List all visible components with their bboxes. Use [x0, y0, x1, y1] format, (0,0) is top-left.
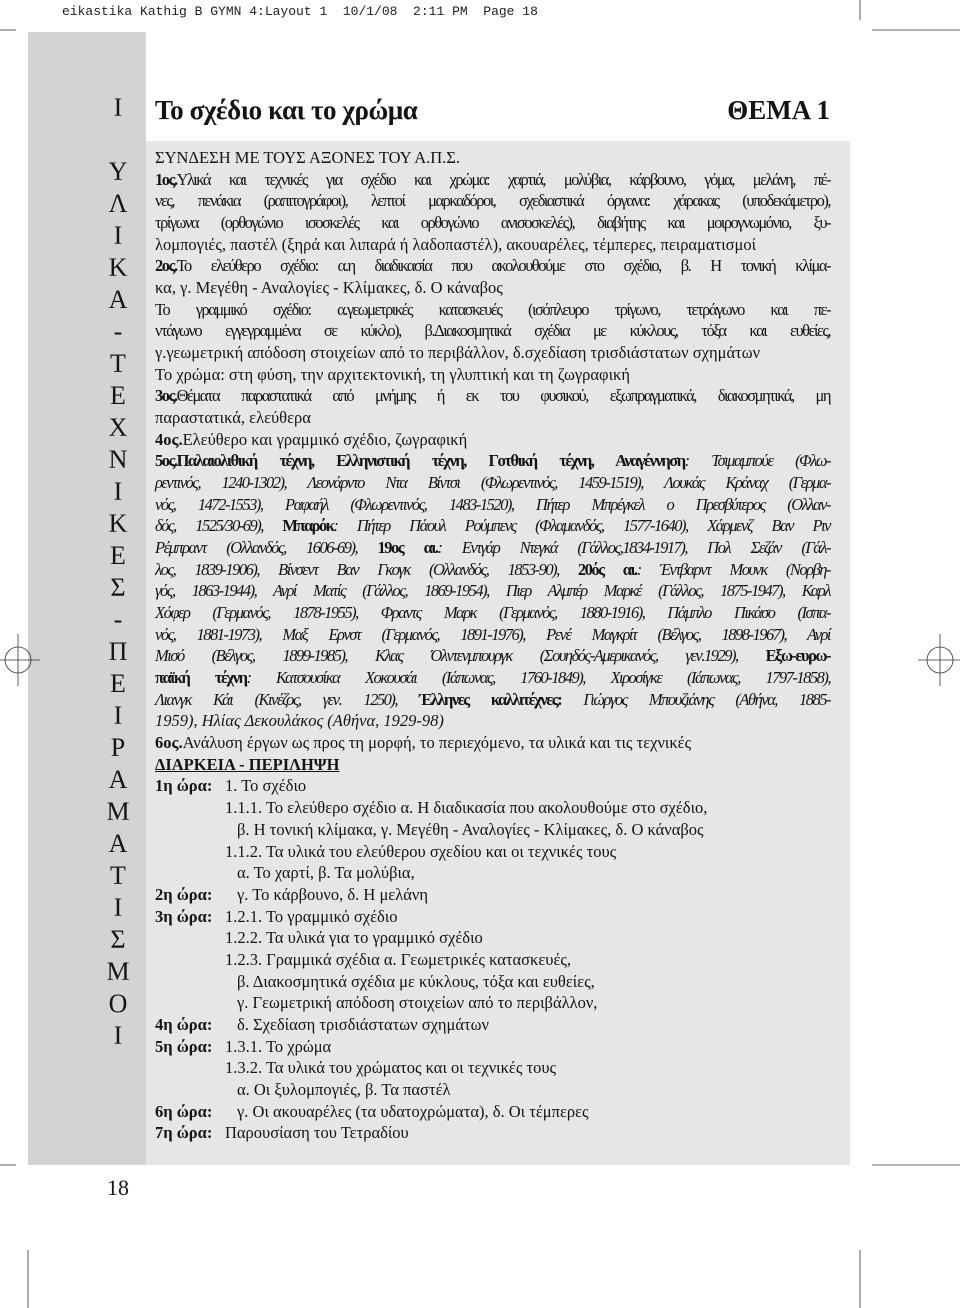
schedule-text: 1.3.1. Το χρώμα — [225, 1036, 332, 1056]
schedule-text: 1.3.2. Τα υλικά του χρώματος και οι τεχνικές τους — [225, 1058, 557, 1078]
italic-text: 1959), Ηλίας Δεκουλάκος (Αθήνα, 1929-98) — [155, 711, 444, 731]
bold-text: παϊκή τέχνη — [155, 668, 247, 688]
body-line — [155, 537, 830, 559]
schedule-hour: 6η ώρα: — [155, 1101, 213, 1121]
sidebar-letter: Ν — [108, 445, 128, 474]
schedule-row — [155, 1057, 830, 1079]
schedule-row — [155, 1014, 830, 1036]
schedule-text: γ. Οι ακουαρέλες (τα υδατοχρώματα), δ. Οι τέμπερες — [237, 1101, 589, 1121]
schedule-row — [155, 819, 830, 841]
italic-text: νός, 1472-1553), Ραφαήλ (Φλωρεντινός, 1483-1520), Πήτερ Μπρέγκελ ο Πρεσβύτερος (Ολλαν- — [155, 494, 830, 514]
schedule-row — [155, 775, 830, 797]
schedule-row — [155, 1101, 830, 1123]
schedule-row — [155, 1036, 830, 1058]
body-line — [155, 385, 830, 407]
body-line — [155, 147, 830, 169]
schedule-row — [155, 927, 830, 949]
italic-text: : Εντγάρ Ντεγκά (Γάλλος,1834-1917), Πολ Σεζάν (Γάλ- — [437, 538, 831, 558]
body-line — [155, 277, 830, 299]
bold-text: 3ος. — [155, 386, 177, 406]
schedule-row — [155, 971, 830, 993]
schedule-hour: 4η ώρα: — [155, 1014, 213, 1034]
italic-text: Γιώργος Μπουζιάνης (Αθήνα, 1885- — [561, 689, 830, 709]
sidebar-letter: Ο — [108, 989, 128, 1018]
body-line — [155, 754, 830, 776]
schedule-text: γ. Γεωμετρική απόδοση στοιχείων από το περιβάλλον, — [237, 993, 598, 1013]
sidebar-letter: Μ — [106, 957, 130, 986]
schedule-text: 1.2.3. Γραμμικά σχέδια α. Γεωμετρικές κατασκευές, — [225, 949, 572, 969]
italic-text: : Πήτερ Πάουλ Ρούμπενς (Φλαμανδός, 1577-1640), Χάρμενζ Βαν Ριν — [333, 516, 830, 536]
bold-text: Εξω-ευρω- — [765, 646, 830, 666]
body-line — [155, 689, 830, 711]
sidebar-vertical-text — [100, 156, 136, 1052]
sidebar-letter: - — [113, 605, 123, 634]
schedule-row — [155, 949, 830, 971]
schedule-text: 1.2.1. Το γραμμικό σχέδιο — [225, 906, 398, 926]
sidebar-letter: - — [113, 317, 123, 346]
body-lines — [155, 147, 830, 775]
bold-underline-text: ΔΙΑΡΚΕΙΑ - ΠΕΡΙΛΗΨΗ — [155, 754, 340, 774]
bold-text: 1ος. — [155, 169, 177, 189]
sidebar-letter: Τ — [110, 861, 126, 890]
schedule-text: 1.2.2. Τα υλικά για το γραμμικό σχέδιο — [225, 928, 483, 948]
plain-text: ντάγωνο εγγεγραμμένα σε κύκλο), β.Διακοσμητικά σχέδια με κύκλους, τόξα και ευθείες, — [155, 321, 830, 341]
italic-text: : Έντβαρντ Μουνκ (Νορβη- — [636, 559, 830, 579]
body-line — [155, 732, 830, 754]
schedule-hour: 1η ώρα: — [155, 776, 213, 796]
italic-text: Ρέμπραντ (Ολλανδός, 1606-69), — [155, 538, 378, 558]
sidebar-letter: Ε — [110, 381, 126, 410]
sidebar-letter: Π — [108, 637, 128, 666]
italic-text: δός, 1525/30-69), — [155, 516, 283, 536]
schedule-row — [155, 992, 830, 1014]
sidebar-letter: Ι — [113, 893, 123, 922]
schedule-text: 1.1.1. Το ελεύθερο σχέδιο α. Η διαδικασία που ακολουθούμε στο σχέδιο, — [225, 798, 708, 818]
sidebar-letter: Ι — [113, 221, 123, 250]
body-line — [155, 624, 830, 646]
italic-text: Μισό (Βέλγος, 1899-1985), Κλας Όλντενμπουργκ (Σουηδός-Αμερικανός, γεν.1929), — [155, 646, 766, 666]
body-line — [155, 342, 830, 364]
plain-text: παραστατικά, ελεύθερα — [155, 408, 311, 428]
sidebar-letter: Ε — [110, 669, 126, 698]
sidebar-letter: Κ — [108, 509, 128, 538]
bold-text: Μπαρόκ — [282, 516, 334, 536]
schedule-row — [155, 906, 830, 928]
schedule-text: δ. Σχεδίαση τρισδιάστατων σχημάτων — [237, 1014, 489, 1034]
italic-text: : Κατσουσίκα Χοκουσάι (Ιάπωνας, 1760-1849), Χιροσίγκε (Ιάπωνας, 1797-1858), — [246, 668, 830, 688]
schedule-text: α. Οι ξυλομπογιές, β. Τα παστέλ — [237, 1079, 451, 1099]
sidebar-letter: Χ — [108, 413, 128, 442]
sidebar-unit-letter: Ι — [113, 93, 123, 122]
schedule-text: 1. Το σχέδιο — [225, 776, 307, 796]
sidebar-letter: Ε — [110, 541, 126, 570]
italic-text: : Τσιμαμπούε (Φλω- — [684, 451, 831, 471]
body-line — [155, 580, 830, 602]
plain-text: Ελεύθερο και γραμμικό σχέδιο, ζωγραφική — [182, 429, 468, 449]
body-line — [155, 169, 830, 191]
plain-text: Ανάλυση έργων ως προς τη μορφή, το περιεχόμενο, τα υλικά και τις τεχνικές — [182, 733, 692, 753]
body-line — [155, 559, 830, 581]
plain-text: λομπογιές, παστέλ (ξηρά και λιπαρά ή λαδοπαστέλ), ακουαρέλες, τέμπερες, πειραματισμοί — [155, 234, 757, 254]
registration-mark-right — [918, 634, 960, 686]
body-text — [155, 147, 830, 1144]
body-line — [155, 710, 830, 732]
body-line — [155, 299, 830, 321]
italic-text: Λιανγκ Κάι (Κινέζος, γεν. 1250), — [155, 689, 420, 709]
schedule-row — [155, 884, 830, 906]
body-line — [155, 255, 830, 277]
schedule-hour: 2η ώρα: — [155, 884, 213, 904]
sidebar-letter: Α — [108, 765, 128, 794]
italic-text: γός, 1863-1944), Ανρί Ματίς (Γάλλος, 1869-1954), Πιερ Αλμπέρ Μαρκέ (Γάλλος, 1875-1947), Καρλ — [155, 581, 830, 601]
bold-text: 4ος. — [155, 429, 183, 449]
plain-text: Το χρώμα: στη φύση, την αρχιτεκτονική, τη γλυπτική και τη ζωγραφική — [155, 364, 630, 384]
plain-text: ΣΥΝΔΕΣΗ ΜΕ ΤΟΥΣ ΑΞΟΝΕΣ ΤΟΥ Α.Π.Σ. — [155, 148, 461, 167]
body-line — [155, 602, 830, 624]
italic-text: νός, 1881-1973), Μαξ Ερνστ (Γερμανός, 1891-1976), Ρενέ Μαγκρίτ (Βέλγος, 1898-1967), Ανρί — [155, 624, 830, 644]
plain-text: Υλικά και τεχνικές για σχέδιο και χρώμα: χαρτιά, μολύβια, κάρβουνο, γόμα, μελάνη, πέ- — [176, 169, 830, 189]
body-line — [155, 407, 830, 429]
printer-slug: eikastika Kathig B GYMN 4:Layout 1 10/1/08 2:11 PM Page 18 — [62, 4, 538, 19]
body-line — [155, 494, 830, 516]
schedule-row — [155, 1079, 830, 1101]
body-line — [155, 667, 830, 689]
schedule-text: α. Το χαρτί, β. Τα μολύβια, — [237, 863, 415, 883]
plain-text: Το ελεύθερο σχέδιο: α.η διαδικασία που ακολουθούμε στο σχέδιο, β. Η τονική κλίμα- — [176, 256, 830, 276]
page-title: Το σχέδιο και το χρώμα — [155, 95, 418, 125]
schedule-text: Παρουσίαση του Τετραδίου — [225, 1123, 409, 1143]
schedule-text: γ. Το κάρβουνο, δ. Η μελάνη — [237, 884, 428, 904]
bold-text: 5ος.Παλαιολιθική τέχνη, Ελληνιστική τέχνη, Γοτθική τέχνη, Αναγέννηση — [155, 451, 685, 471]
plain-text: Το γραμμικό σχέδιο: α.γεωμετρικές κατασκευές (ισόπλευρο τρίγωνο, τετράγωνο και πε- — [155, 299, 830, 319]
plain-text: Θέματα παραστατικά από μνήμης ή εκ του φυσικού, εξωπραγματικά, διακοσμητικά, μη — [176, 386, 830, 406]
schedule — [155, 775, 830, 1143]
bold-text: 19ος αι. — [377, 538, 438, 558]
schedule-hour: 3η ώρα: — [155, 906, 213, 926]
sidebar-letter: Υ — [108, 157, 128, 186]
body-line — [155, 364, 830, 386]
sidebar-letter: Ρ — [110, 733, 126, 762]
sidebar-letter: Μ — [106, 797, 130, 826]
bold-text: 2ος. — [155, 256, 177, 276]
sidebar-letter: Κ — [108, 253, 128, 282]
sidebar-letter: Λ — [108, 189, 128, 218]
plain-text: κα, γ. Μεγέθη - Αναλογίες - Κλίμακες, δ. Ο κάναβος — [155, 278, 503, 298]
sidebar-letter: Α — [108, 285, 128, 314]
sidebar-letter: Α — [108, 829, 128, 858]
page-number: 18 — [107, 1175, 129, 1200]
bold-text: Έλληνες καλλιτέχνες: — [419, 689, 562, 709]
body-line — [155, 515, 830, 537]
schedule-row — [155, 1122, 830, 1144]
body-line — [155, 645, 830, 667]
italic-text: λος, 1839-1906), Βίνσεντ Βαν Γκογκ (Ολλανδός, 1853-90), — [155, 559, 578, 579]
body-line — [155, 429, 830, 451]
sidebar-letter: Ι — [113, 701, 123, 730]
schedule-hour: 7η ώρα: — [155, 1123, 213, 1143]
schedule-hour: 5η ώρα: — [155, 1036, 213, 1056]
body-line — [155, 190, 830, 212]
sidebar-letter: Ι — [113, 477, 123, 506]
sidebar-letter: Ι — [113, 1021, 123, 1050]
sidebar-letter: Σ — [110, 925, 126, 954]
schedule-row — [155, 862, 830, 884]
body-line — [155, 234, 830, 256]
schedule-row — [155, 797, 830, 819]
body-line — [155, 212, 830, 234]
schedule-row — [155, 841, 830, 863]
bold-text: 6ος. — [155, 733, 183, 753]
plain-text: γ.γεωμετρική απόδοση στοιχείων από το περιβάλλον, δ.σχεδίαση τρισδιάστατων σχημάτων — [155, 343, 761, 363]
schedule-text: β. Διακοσμητικά σχέδια με κύκλους, τόξα και ευθείες, — [237, 971, 595, 991]
body-line — [155, 320, 830, 342]
bold-text: 20ός αι. — [577, 559, 637, 579]
sidebar-letter: Σ — [110, 573, 126, 602]
theme-label: ΘΕΜΑ 1 — [727, 95, 830, 125]
italic-text: ρεντινός, 1240-1302), Λεονάρντο Ντα Βίντσι (Φλωρεντινός, 1459-1519), Λουκάς Κράναχ (Γερμα- — [155, 473, 830, 493]
plain-text: νες, πενάκια (ραπιτογράφοι), λεπτοί μαρκαδόροι, σχεδιαστικά όργανα: χάρακας (υποδεκάμετρο), — [155, 191, 830, 211]
sidebar-letter: Τ — [110, 349, 126, 378]
body-line — [155, 450, 830, 472]
schedule-text: 1.1.2. Τα υλικά του ελεύθερου σχεδίου και οι τεχνικές τους — [225, 841, 617, 861]
body-line — [155, 472, 830, 494]
italic-text: Χόφερ (Γερμανός, 1878-1955), Φραντς Μαρκ (Γερμανός, 1880-1916), Πάμπλο Πικάσο (Ισπα- — [155, 603, 830, 623]
plain-text: τρίγωνα (ορθογώνιο ισοσκελές και ορθογώνιο ανισοσκελές), διαβήτης και μοιρογνωμόνιο, ξυ- — [155, 213, 830, 233]
schedule-text: β. Η τονική κλίμακα, γ. Μεγέθη - Αναλογίες - Κλίμακες, δ. Ο κάναβος — [237, 819, 704, 839]
